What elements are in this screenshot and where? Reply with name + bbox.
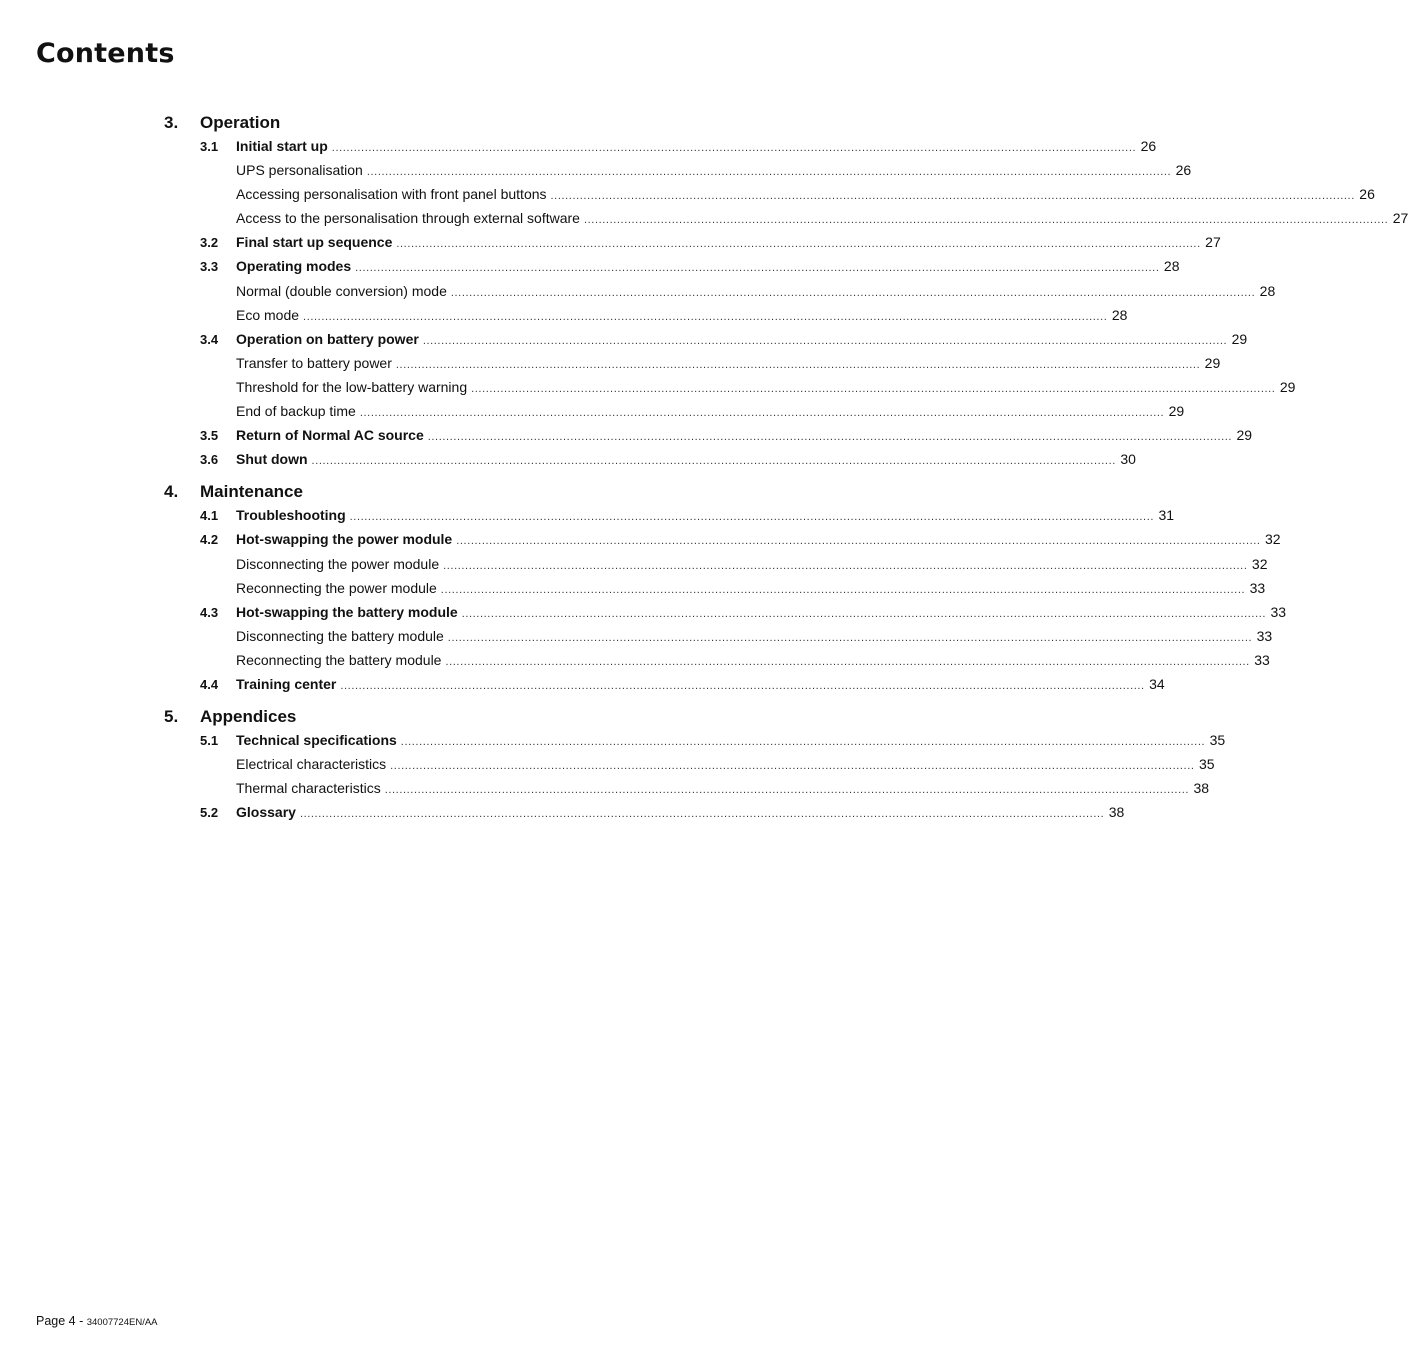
- toc-entry[interactable]: [164, 279, 1276, 303]
- entry-page-number: 29: [1204, 354, 1221, 371]
- entry-page-number: 29: [1236, 427, 1253, 444]
- entry-title: Glossary: [236, 804, 296, 821]
- entry-page-number: 38: [1193, 780, 1210, 797]
- toc-section: [164, 112, 1408, 471]
- toc-section: [164, 481, 1287, 696]
- entry-page-number: 34: [1149, 675, 1165, 692]
- entry-page-number: 32: [1265, 531, 1281, 548]
- section-number: 3.: [164, 113, 179, 132]
- entry-page-number: 26: [1175, 162, 1192, 179]
- section-title: Maintenance: [200, 482, 303, 502]
- entry-number: 3.1: [200, 139, 219, 154]
- toc-entry[interactable]: [164, 399, 1185, 423]
- entry-number: 3.4: [200, 331, 219, 347]
- entry-title: UPS personalisation: [236, 162, 363, 179]
- toc-entry[interactable]: [164, 672, 1165, 696]
- entry-title: Operation on battery power: [236, 330, 419, 347]
- entry-page-number: 26: [1140, 138, 1157, 154]
- toc-entry[interactable]: [164, 158, 1192, 182]
- toc-entry[interactable]: [164, 303, 1128, 327]
- toc-entry[interactable]: [164, 503, 1175, 527]
- section-heading: [164, 481, 861, 503]
- entry-title: Initial start up: [236, 138, 328, 154]
- entry-number: 4.4: [200, 676, 219, 692]
- entry-title: Reconnecting the battery module: [236, 651, 442, 668]
- dot-leader: ............................................................................................................................................................................................................................: [395, 358, 1201, 371]
- dot-leader: ............................................................................................................................................................................................................................: [583, 214, 1389, 227]
- toc-entry[interactable]: [164, 752, 1215, 776]
- entry-title: Thermal characteristics: [236, 780, 381, 797]
- toc-entry[interactable]: [164, 230, 1221, 254]
- entry-page-number: 28: [1259, 282, 1276, 299]
- entry-page-number: 33: [1254, 651, 1270, 668]
- toc-entry[interactable]: [164, 624, 1273, 648]
- toc-section: [164, 706, 1226, 824]
- entry-number: 3.2: [200, 235, 219, 251]
- page-title: Contents: [36, 38, 175, 69]
- entry-page-number: 27: [1392, 210, 1408, 227]
- dot-leader: ............................................................................................................................................................................................................................: [303, 310, 1108, 323]
- dot-leader: ............................................................................................................................................................................................................................: [427, 431, 1233, 444]
- entry-title: Eco mode: [236, 306, 300, 323]
- dot-leader: ............................................................................................................................................................................................................................: [366, 166, 1172, 179]
- toc-entry[interactable]: [164, 206, 1408, 230]
- entry-title: Shut down: [236, 451, 308, 468]
- entry-number: 5.1: [200, 733, 219, 749]
- entry-page-number: 28: [1111, 306, 1128, 323]
- entry-title: Technical specifications: [236, 732, 397, 749]
- entry-title: Accessing personalisation with front panel buttons: [236, 186, 547, 203]
- entry-title: Reconnecting the power module: [236, 579, 437, 596]
- toc-entry[interactable]: [164, 576, 1266, 600]
- section-title: Appendices: [200, 707, 297, 727]
- dot-leader: ............................................................................................................................................................................................................................: [422, 334, 1228, 347]
- toc-entry[interactable]: [164, 800, 1125, 824]
- footer-page-label: Page 4 -: [36, 1314, 87, 1328]
- dot-leader: ............................................................................................................................................................................................................................: [400, 736, 1206, 749]
- dot-leader: ............................................................................................................................................................................................................................: [349, 511, 1155, 524]
- entry-title: Hot-swapping the power module: [236, 531, 453, 548]
- section-heading: [164, 112, 861, 134]
- entry-number: 4.1: [200, 508, 219, 524]
- section-number: 4.: [164, 482, 179, 502]
- entry-page-number: 33: [1270, 603, 1287, 620]
- toc-entry[interactable]: [164, 776, 1210, 800]
- entry-title: Troubleshooting: [236, 507, 346, 524]
- entry-number: 3.6: [200, 452, 219, 468]
- toc-entry[interactable]: [164, 600, 1287, 624]
- dot-leader: ............................................................................................................................................................................................................................: [456, 535, 1261, 548]
- entry-page-number: 26: [1359, 186, 1375, 203]
- dot-leader: ............................................................................................................................................................................................................................: [340, 679, 1145, 692]
- entry-title: Disconnecting the battery module: [236, 627, 444, 644]
- dot-leader: ............................................................................................................................................................................................................................: [311, 455, 1116, 468]
- dot-leader: ............................................................................................................................................................................................................................: [299, 808, 1105, 821]
- dot-leader: ............................................................................................................................................................................................................................: [359, 407, 1165, 420]
- toc-entry[interactable]: [164, 327, 1248, 351]
- toc-entry[interactable]: [164, 527, 1281, 551]
- dot-leader: ............................................................................................................................................................................................................................: [445, 655, 1250, 668]
- dot-leader: ............................................................................................................................................................................................................................: [550, 190, 1355, 203]
- entry-title: Hot-swapping the battery module: [236, 603, 458, 620]
- toc-entry[interactable]: [164, 351, 1221, 375]
- entry-page-number: 29: [1231, 330, 1248, 347]
- toc-entry[interactable]: [164, 648, 1270, 672]
- section-number: 5.: [164, 707, 179, 727]
- section-title: Operation: [200, 113, 281, 132]
- entry-page-number: 33: [1249, 579, 1266, 596]
- entry-page-number: 38: [1108, 804, 1125, 821]
- entry-page-number: 29: [1279, 378, 1296, 395]
- entry-title: Final start up sequence: [236, 234, 393, 251]
- dot-leader: ............................................................................................................................................................................................................................: [443, 559, 1248, 572]
- entry-page-number: 30: [1120, 451, 1136, 468]
- dot-leader: ............................................................................................................................................................................................................................: [396, 238, 1201, 251]
- entry-title: Threshold for the low-battery warning: [236, 378, 468, 395]
- dot-leader: ............................................................................................................................................................................................................................: [450, 286, 1256, 299]
- entry-title: End of backup time: [236, 403, 356, 420]
- entry-title: Training center: [236, 675, 337, 692]
- page-footer: [36, 1314, 158, 1328]
- toc-entry[interactable]: [164, 447, 1136, 471]
- table-of-contents: [164, 112, 1408, 834]
- entry-number: 3.3: [200, 259, 219, 275]
- dot-leader: ............................................................................................................................................................................................................................: [471, 382, 1276, 395]
- dot-leader: ............................................................................................................................................................................................................................: [440, 583, 1246, 596]
- footer-doc-code: 34007724EN/AA: [86, 1317, 158, 1328]
- entry-page-number: 28: [1163, 258, 1180, 275]
- dot-leader: ............................................................................................................................................................................................................................: [355, 262, 1160, 275]
- entry-title: Access to the personalisation through external software: [236, 210, 580, 227]
- toc-entry[interactable]: [164, 728, 1226, 752]
- entry-page-number: 31: [1158, 507, 1175, 524]
- entry-title: Normal (double conversion) mode: [236, 282, 447, 299]
- entry-title: Electrical characteristics: [236, 756, 387, 773]
- toc-entry[interactable]: [164, 182, 1375, 206]
- entry-title: Return of Normal AC source: [236, 427, 424, 444]
- toc-entry[interactable]: [164, 552, 1268, 576]
- entry-page-number: 29: [1168, 403, 1185, 420]
- toc-entry[interactable]: [164, 423, 1253, 447]
- entry-page-number: 35: [1209, 732, 1226, 749]
- dot-leader: ............................................................................................................................................................................................................................: [390, 760, 1195, 773]
- entry-title: Disconnecting the power module: [236, 555, 440, 572]
- entry-title: Operating modes: [236, 258, 352, 275]
- entry-number: 4.2: [200, 532, 219, 548]
- dot-leader: ............................................................................................................................................................................................................................: [447, 631, 1253, 644]
- toc-entry[interactable]: [164, 254, 1180, 278]
- entry-page-number: 33: [1256, 627, 1273, 644]
- entry-number: 5.2: [200, 805, 219, 821]
- entry-page-number: 27: [1205, 234, 1221, 251]
- section-heading: [164, 706, 861, 728]
- entry-number: 4.3: [200, 604, 219, 620]
- dot-leader: ............................................................................................................................................................................................................................: [384, 784, 1190, 797]
- dot-leader: ............................................................................................................................................................................................................................: [331, 142, 1137, 154]
- entry-title: Transfer to battery power: [236, 354, 392, 371]
- entry-page-number: 32: [1251, 555, 1268, 572]
- toc-entry[interactable]: [164, 375, 1296, 399]
- toc-entry[interactable]: [164, 134, 1157, 158]
- entry-page-number: 35: [1198, 756, 1215, 773]
- dot-leader: ............................................................................................................................................................................................................................: [461, 607, 1267, 620]
- entry-number: 3.5: [200, 428, 219, 444]
